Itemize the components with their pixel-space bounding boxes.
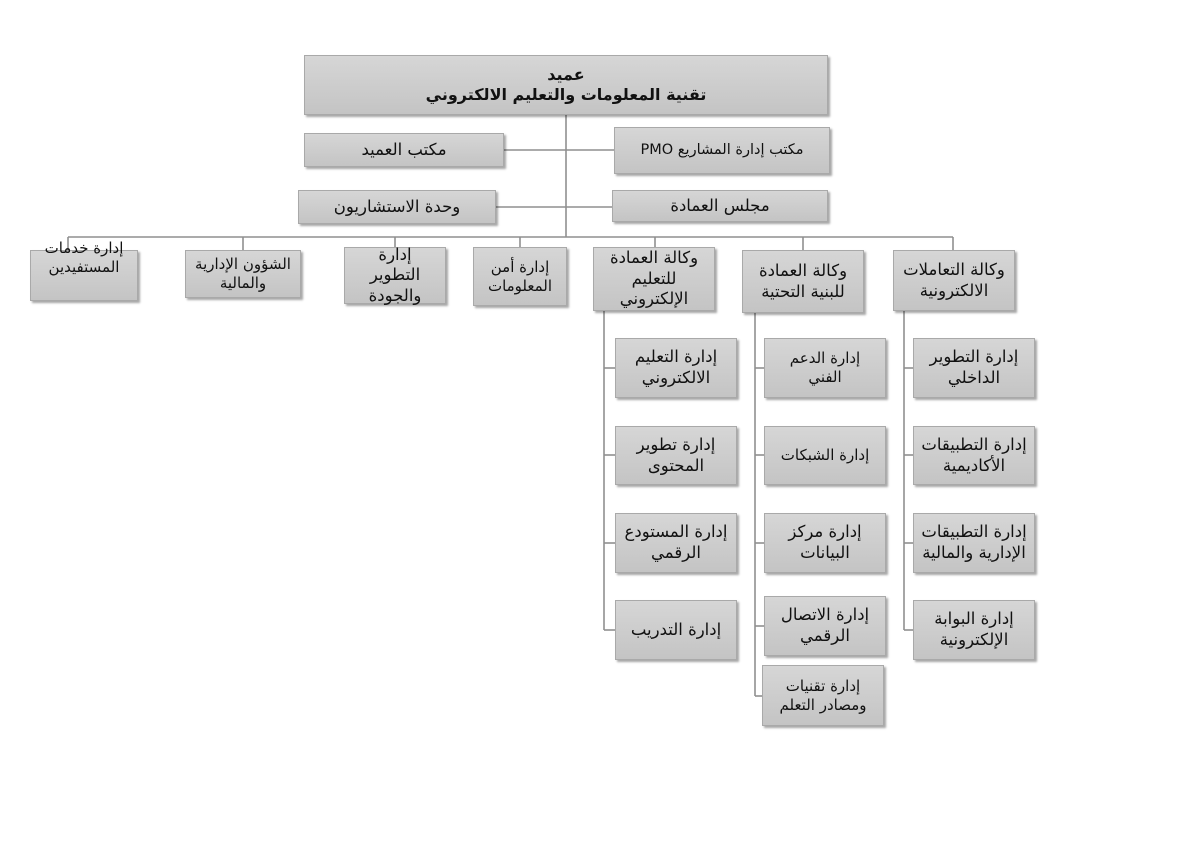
dept-data-center bbox=[764, 513, 886, 573]
dean-subtitle: تقنية المعلومات والتعليم الالكتروني bbox=[425, 85, 707, 104]
dept-label: إدارة الدعم الفني bbox=[789, 349, 861, 386]
dept-label: إدارة التعليم الالكتروني bbox=[634, 347, 718, 387]
dept-label: إدارة التدريب bbox=[630, 619, 722, 639]
dept-label: إدارة المستودع الرقمي bbox=[624, 522, 728, 562]
dept-content-development bbox=[615, 426, 737, 485]
dept-label: إدارة تطوير المحتوى bbox=[636, 434, 716, 475]
pmo-office-label: مكتب إدارة المشاريع PMO bbox=[640, 142, 804, 159]
consultants-unit-label: وحدة الاستشاريون bbox=[333, 196, 461, 216]
dept-learning-technologies bbox=[762, 665, 884, 726]
pmo-office-box bbox=[614, 127, 830, 174]
dept-label: إدارة تقنيات ومصادر التعلم bbox=[779, 676, 867, 714]
dept-internal-development bbox=[913, 338, 1035, 398]
dept-elearning bbox=[615, 338, 737, 398]
electronic-transactions-agency-box bbox=[893, 250, 1015, 311]
information-security-box bbox=[473, 247, 567, 306]
elearning-agency-label: وكالة العمادة للتعليم الإلكتروني bbox=[609, 248, 699, 309]
dept-label: إدارة الاتصال الرقمي bbox=[780, 605, 870, 645]
dept-technical-support bbox=[764, 338, 886, 398]
deanship-council-label: مجلس العمادة bbox=[670, 195, 770, 215]
dean-box bbox=[304, 55, 828, 115]
infrastructure-agency-box bbox=[742, 250, 864, 313]
dept-electronic-portal bbox=[913, 600, 1035, 660]
dept-admin-financial-applications bbox=[913, 513, 1035, 573]
dept-digital-repository bbox=[615, 513, 737, 573]
electronic-transactions-agency-label: وكالة التعاملات الالكترونية bbox=[903, 259, 1005, 300]
dept-label: إدارة التطبيقات الأكاديمية bbox=[921, 434, 1027, 475]
dept-networks bbox=[764, 426, 886, 485]
infrastructure-agency-label: وكالة العمادة للبنية التحتية bbox=[758, 260, 848, 301]
admin-financial-affairs-label: الشؤون الإدارية والمالية bbox=[195, 255, 291, 292]
deanship-council-box bbox=[612, 190, 828, 222]
beneficiary-services-label: إدارة خدمات المستفيدين bbox=[44, 239, 124, 276]
dept-digital-communication bbox=[764, 596, 886, 656]
dept-academic-applications bbox=[913, 426, 1035, 485]
admin-financial-affairs-box bbox=[185, 250, 301, 298]
dean-office-label: مكتب العميد bbox=[361, 139, 447, 159]
development-quality-label: إدارة التطوير والجودة bbox=[368, 244, 422, 305]
beneficiary-services-box bbox=[30, 239, 138, 301]
consultants-unit-box bbox=[298, 190, 496, 224]
dean-office-box bbox=[304, 133, 504, 167]
dept-label: إدارة التطوير الداخلي bbox=[929, 347, 1019, 387]
dept-label: إدارة الشبكات bbox=[780, 446, 870, 465]
dept-training bbox=[615, 600, 737, 660]
dept-label: إدارة البوابة الإلكترونية bbox=[934, 609, 1014, 649]
dept-label: إدارة التطبيقات الإدارية والمالية bbox=[921, 522, 1027, 562]
dean-title: عميد bbox=[547, 65, 585, 84]
development-quality-box bbox=[344, 244, 446, 305]
dept-label: إدارة مركز البيانات bbox=[788, 522, 862, 562]
information-security-label: إدارة أمن المعلومات bbox=[487, 257, 553, 295]
elearning-agency-box bbox=[593, 247, 715, 311]
